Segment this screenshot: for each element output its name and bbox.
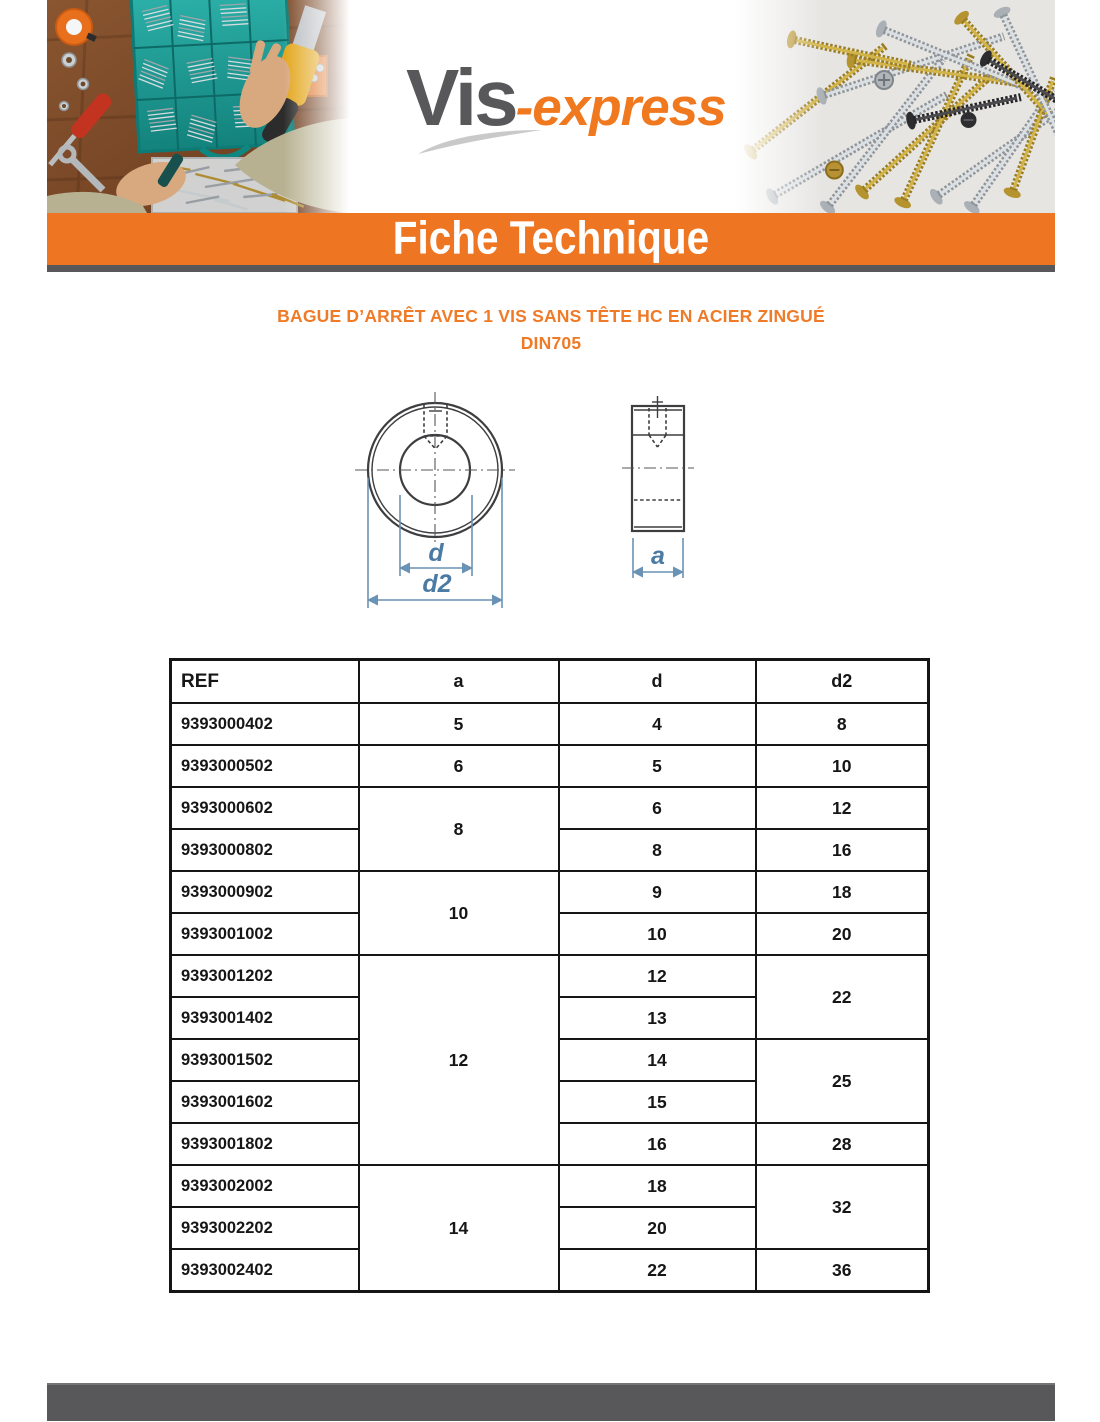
value-cell: 18 — [559, 1165, 756, 1207]
ref-cell: 9393000502 — [171, 745, 359, 787]
ref-cell: 9393002002 — [171, 1165, 359, 1207]
value-cell: 10 — [559, 913, 756, 955]
value-cell: 14 — [359, 1165, 559, 1292]
table-body — [171, 703, 929, 1292]
banner — [47, 213, 1055, 265]
banner-title: Fiche Technique — [392, 212, 710, 265]
value-cell: 14 — [559, 1039, 756, 1081]
value-cell: 9 — [559, 871, 756, 913]
ref-cell: 9393001802 — [171, 1123, 359, 1165]
value-cell: 6 — [559, 787, 756, 829]
value-cell: 6 — [359, 745, 559, 787]
value-cell: 22 — [756, 955, 929, 1039]
logo — [406, 53, 726, 161]
column-header: d — [559, 660, 756, 704]
document-title-line1: BAGUE D’ARRÊT AVEC 1 VIS SANS TÊTE HC EN ACIER ZINGUÉ — [277, 306, 825, 326]
value-cell: 20 — [756, 913, 929, 955]
document-title — [47, 303, 1055, 357]
value-cell: 12 — [359, 955, 559, 1165]
column-header: d2 — [756, 660, 929, 704]
set-screw-hole-side — [632, 396, 684, 447]
dim-label-d2: d2 — [422, 570, 452, 598]
front-view — [355, 392, 515, 608]
ref-cell: 9393001402 — [171, 997, 359, 1039]
screw-pile-photo-image — [735, 0, 1055, 213]
dimension-a — [633, 538, 683, 578]
document-title-line2: DIN705 — [520, 333, 582, 353]
ref-cell: 9393002202 — [171, 1207, 359, 1249]
value-cell: 13 — [559, 997, 756, 1039]
ref-cell: 9393000802 — [171, 829, 359, 871]
value-cell: 12 — [756, 787, 929, 829]
value-cell: 18 — [756, 871, 929, 913]
dim-label-a: a — [651, 542, 665, 570]
side-view — [622, 396, 694, 578]
value-cell: 25 — [756, 1039, 929, 1123]
workbench-photo-image — [47, 0, 350, 213]
table-row — [171, 787, 929, 829]
value-cell: 5 — [359, 703, 559, 745]
value-cell: 8 — [756, 703, 929, 745]
dim-label-d: d — [428, 539, 444, 567]
value-cell: 10 — [756, 745, 929, 787]
logo-swoosh — [416, 128, 544, 156]
value-cell: 36 — [756, 1249, 929, 1292]
logo-text-vis: Vis — [406, 53, 516, 142]
dimension-d — [400, 495, 472, 576]
ref-cell: 9393000602 — [171, 787, 359, 829]
value-cell: 20 — [559, 1207, 756, 1249]
column-header: a — [359, 660, 559, 704]
ref-cell: 9393000402 — [171, 703, 359, 745]
value-cell: 8 — [359, 787, 559, 871]
value-cell: 8 — [559, 829, 756, 871]
value-cell: 12 — [559, 955, 756, 997]
technical-drawing — [320, 380, 740, 625]
value-cell: 22 — [559, 1249, 756, 1292]
column-header: REF — [171, 660, 359, 704]
value-cell: 16 — [559, 1123, 756, 1165]
ref-cell: 9393001502 — [171, 1039, 359, 1081]
value-cell: 16 — [756, 829, 929, 871]
footer-bar — [47, 1383, 1055, 1421]
table-row — [171, 745, 929, 787]
value-cell: 10 — [359, 871, 559, 955]
table-row — [171, 871, 929, 913]
table-row — [171, 703, 929, 745]
value-cell: 28 — [756, 1123, 929, 1165]
ref-cell: 9393001002 — [171, 913, 359, 955]
banner-underline — [47, 265, 1055, 272]
ref-cell: 9393000902 — [171, 871, 359, 913]
value-cell: 4 — [559, 703, 756, 745]
spec-table — [169, 658, 930, 1293]
table-header-row — [171, 660, 929, 704]
logo-text-express: -express — [515, 78, 726, 137]
table-row — [171, 1165, 929, 1207]
table-row — [171, 955, 929, 997]
ref-cell: 9393001202 — [171, 955, 359, 997]
ref-cell: 9393002402 — [171, 1249, 359, 1292]
value-cell: 32 — [756, 1165, 929, 1249]
value-cell: 5 — [559, 745, 756, 787]
ref-cell: 9393001602 — [171, 1081, 359, 1123]
value-cell: 15 — [559, 1081, 756, 1123]
